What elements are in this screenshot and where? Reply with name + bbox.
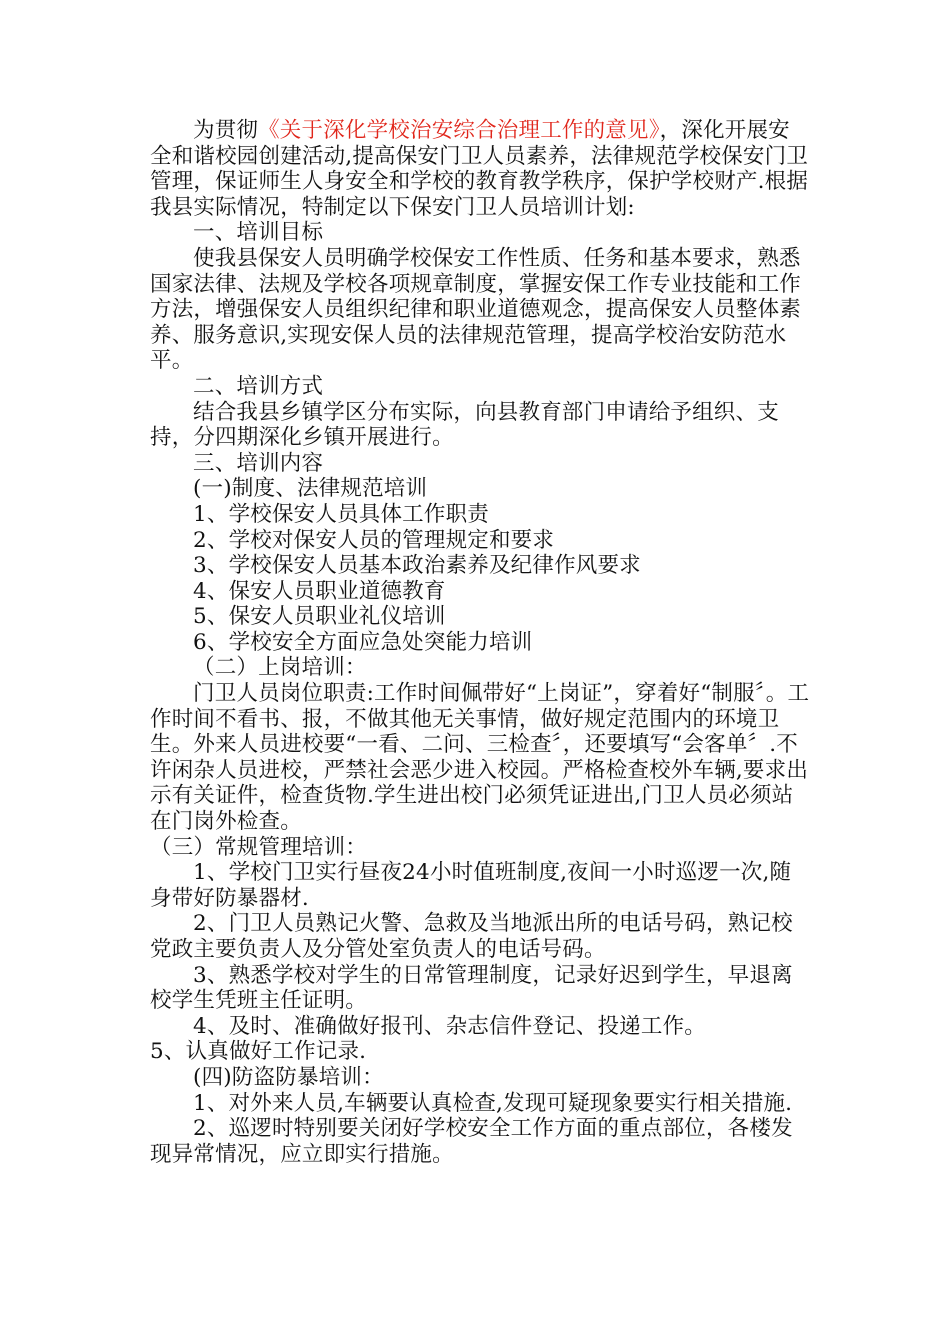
paragraph-9: 4、保安人员职业道德教育	[193, 578, 446, 604]
intro-after: ，深化开展安全和谐校园创建活动,提高保安门卫人员素养，法律规范学校保安门卫管理，保证师生人身安全和学校的教育教学秩序，保护学校财产.根据我县实际情况，特制定以下保安门卫人员培训计划:	[150, 118, 809, 220]
document-body	[150, 118, 810, 1167]
paragraph-1: 使我县保安人员明确学校保安工作性质、任务和基本要求，熟悉国家法律、法规及学校各项规章制度，掌握安保工作专业技能和工作方法，增强保安人员组织纪律和职业道德观念，提高保安人员整体素养、服务意识,实现安保人员的法律规范管理，提高学校治安防范水平。	[150, 245, 802, 374]
paragraph-17: 3、熟悉学校对学生的日常管理制度，记录好迟到学生，早退离校学生凭班主任证明。	[150, 962, 793, 1014]
paragraph-18: 4、及时、准确做好报刊、杂志信件登记、投递工作。	[193, 1013, 706, 1039]
paragraph-4: 三、培训内容	[193, 450, 324, 476]
paragraph-13: 门卫人员岗位职责:工作时间佩带好“上岗证”，穿着好“制服〞。工作时间不看书、报，不做其他无关事情，做好规定范围内的环境卫生。外来人员进校要“一看、二问、三检查〞，还要填写“会客单〞.不许闲杂人员进校，严禁社会恶少进入校园。严格检查校外车辆,要求出示有关证件，检查货物.学生进出校门必须凭证进出,门卫人员必须站在门岗外检查。	[150, 681, 810, 835]
paragraph-2: 二、培训方式	[193, 373, 324, 399]
paragraph-6: 1、学校保安人员具体工作职责	[193, 501, 489, 527]
paragraph-3: 结合我县乡镇学区分布实际，向县教育部门申请给予组织、支持，分四期深化乡镇开展进行。	[150, 399, 779, 451]
intro-paragraph	[150, 118, 810, 220]
paragraph-21: 1、对外来人员,车辆要认真检查,发现可疑现象要实行相关措施.	[193, 1090, 793, 1116]
paragraph-15: 1、学校门卫实行昼夜24小时值班制度,夜间一小时巡逻一次,随身带好防暴器材.	[150, 860, 792, 911]
paragraph-10: 5、保安人员职业礼仪培训	[193, 604, 446, 630]
paragraph-12: （二）上岗培训：	[193, 655, 367, 681]
paragraph-11: 6、学校安全方面应急处突能力培训	[193, 629, 533, 655]
policy-title: 《关于深化学校治安综合治理工作的意见》	[258, 118, 660, 143]
paragraph-19: 5、认真做好工作记录.	[150, 1039, 367, 1065]
intro-before: 为贯彻	[193, 118, 259, 143]
paragraph-16: 2、门卫人员熟记火警、急救及当地派出所的电话号码，熟记校党政主要负责人及分管处室负责人的电话号码。	[150, 911, 793, 962]
paragraph-20: (四)防盗防暴培训：	[193, 1064, 384, 1090]
paragraph-5: (一)制度、法律规范培训	[193, 476, 428, 502]
paragraph-14: （三）常规管理培训：	[150, 834, 368, 860]
paragraph-8: 3、学校保安人员基本政治素养及纪律作风要求	[193, 553, 641, 579]
paragraph-7: 2、学校对保安人员的管理规定和要求	[193, 527, 555, 553]
paragraph-0: 一、培训目标	[193, 220, 324, 246]
paragraph-22: 2、巡逻时特别要关闭好学校安全工作方面的重点部位，各楼发现异常情况，应立即实行措施。	[150, 1116, 793, 1167]
